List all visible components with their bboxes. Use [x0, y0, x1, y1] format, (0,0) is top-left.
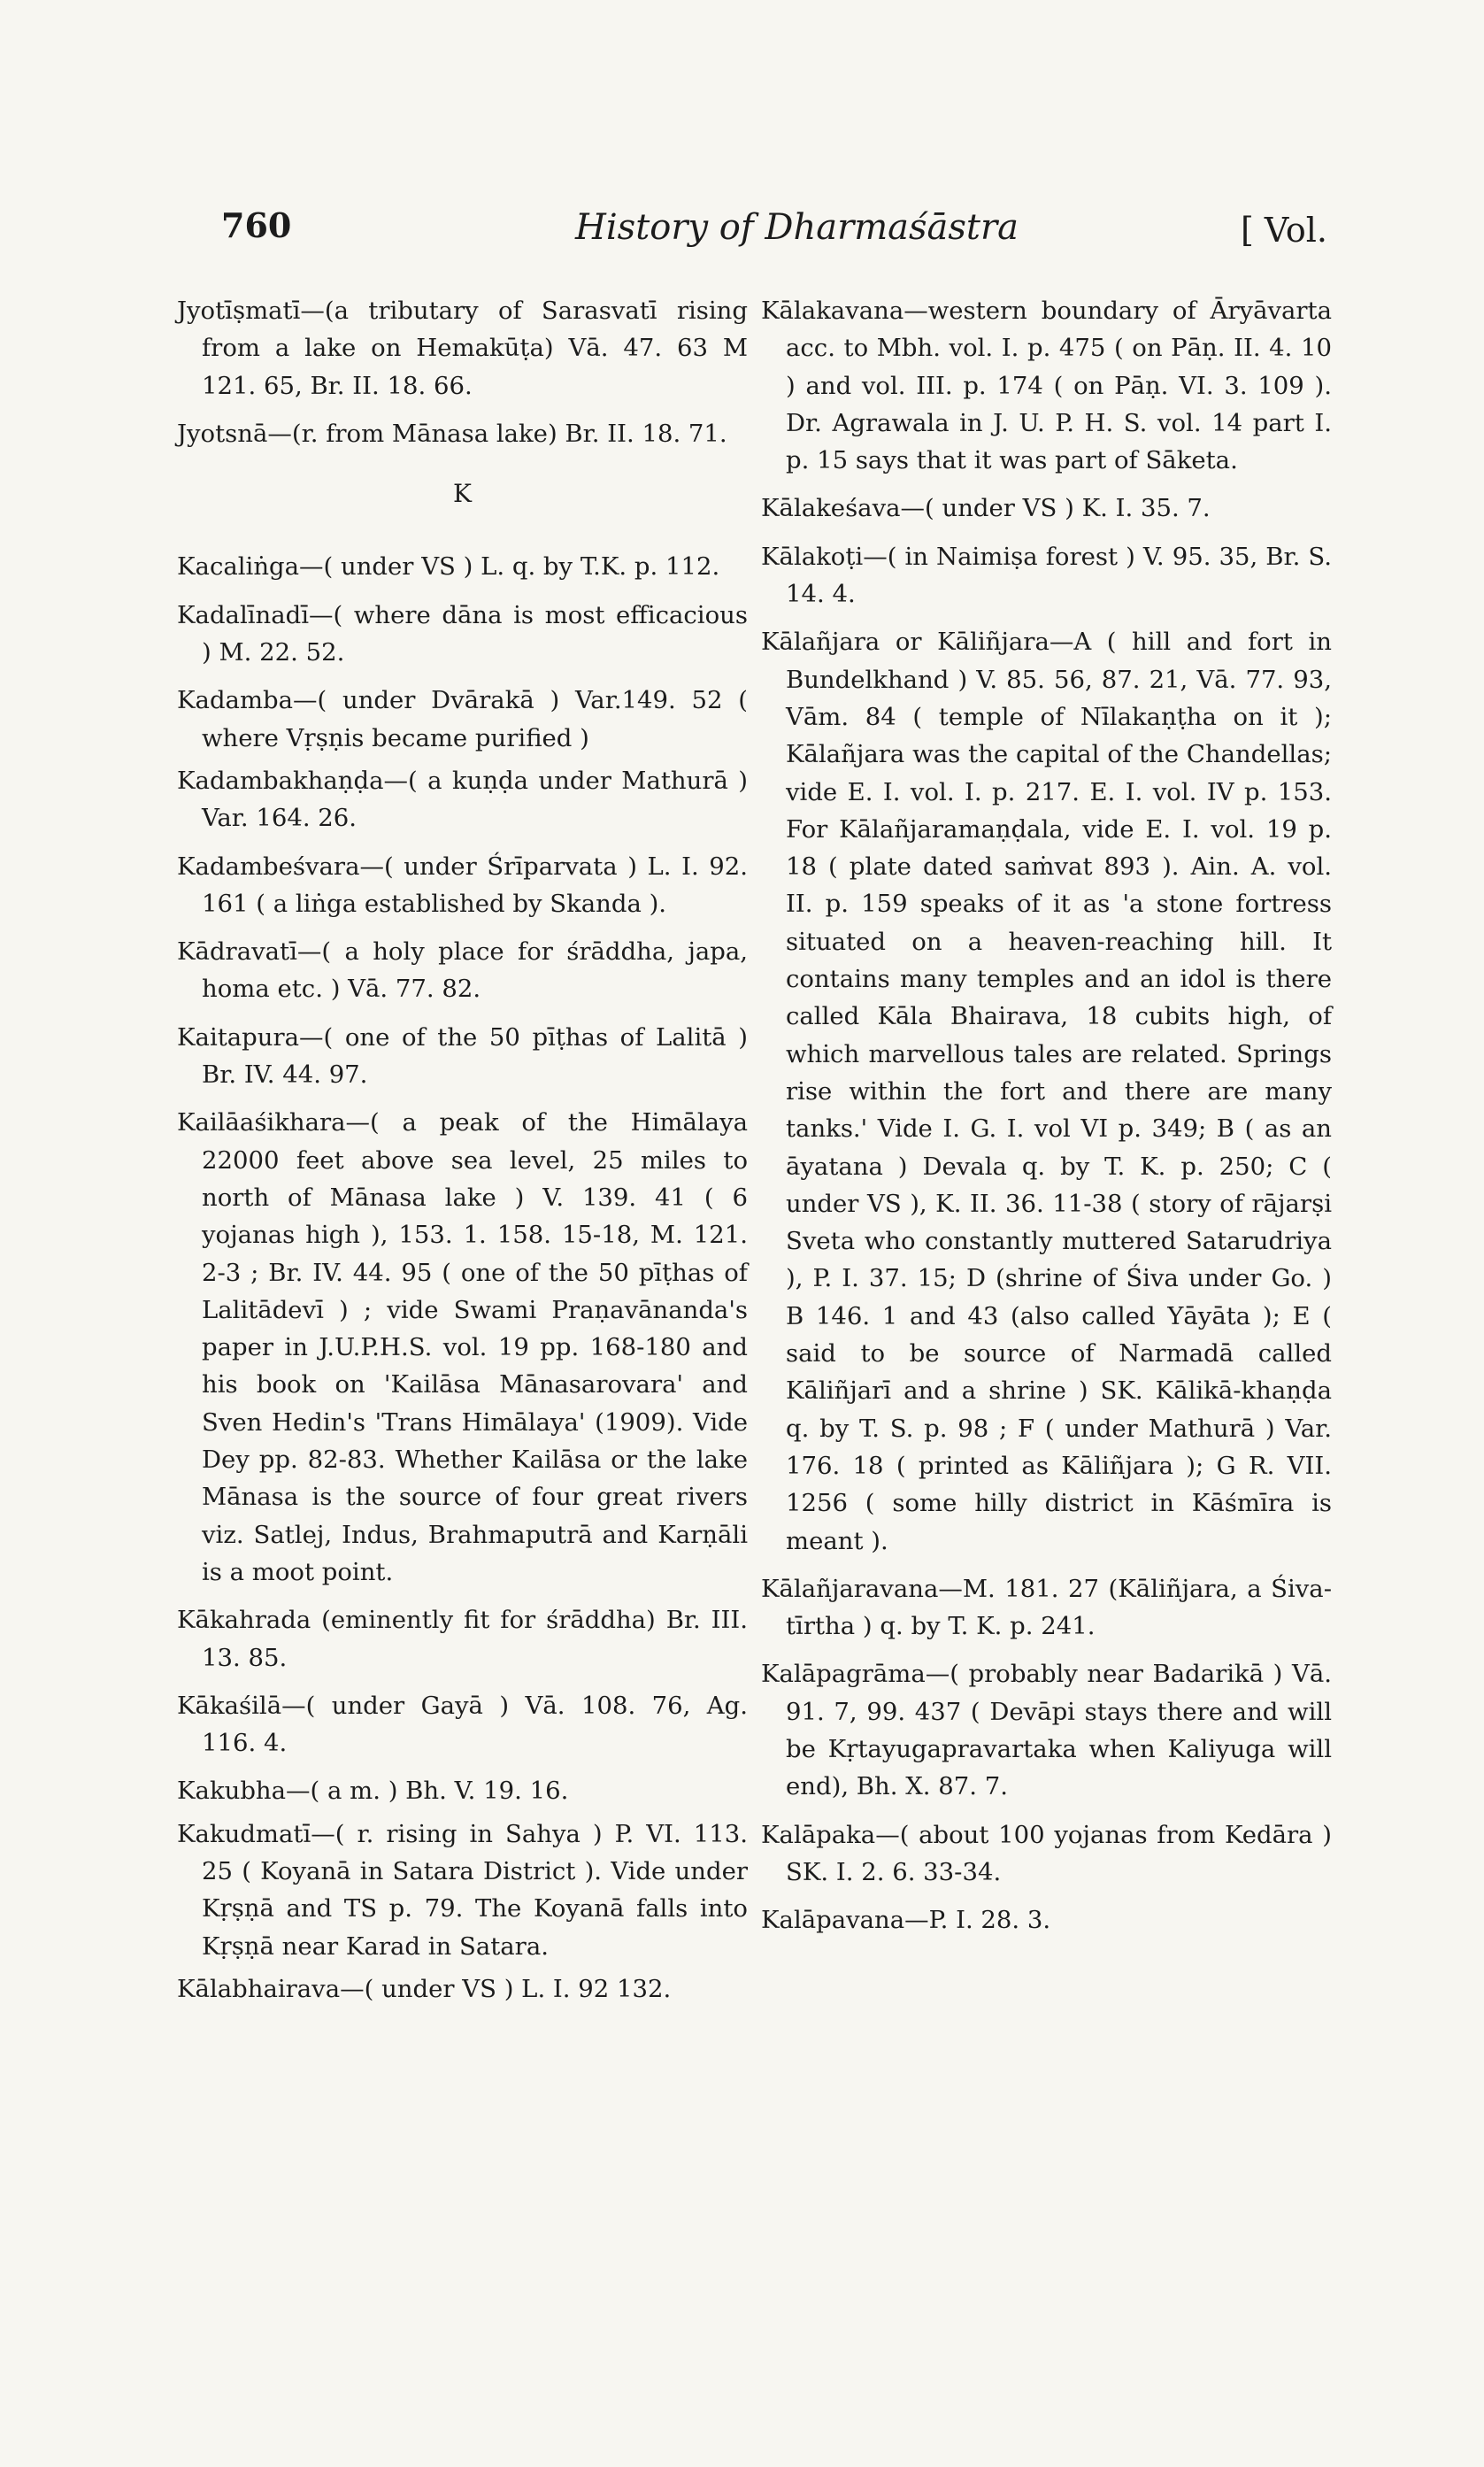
entry-kadambakhanda: Kadambakhaṇḍa—( a kuṇḍa under Mathurā ) Var. 164. 26.: [177, 766, 748, 833]
page-header: [221, 205, 1327, 267]
entry-kakubha: Kakubha—( a m. ) Bh. V. 19. 16.: [177, 1777, 569, 1806]
entry-kakahrada: Kākahrada (eminently fit for śrāddha) Br. III. 13. 85.: [177, 1606, 748, 1672]
entry-kalapagrama: Kalāpagrāma—( probably near Badarikā ) Vā. 91. 7, 99. 437 ( Devāpi stays there and will be Kṛtayugapravartaka when Kaliyuga will end), Bh. X. 87. 7.: [761, 1660, 1332, 1801]
entry-kadambesvara: Kadambeśvara—( under Śrīparvata ) L. I. 92. 161 ( a liṅga established by Skanda ).: [177, 852, 748, 918]
entry-kaitapura: Kaitapura—( one of the 50 pīṭhas of Lalitā ) Br. IV. 44. 97.: [177, 1022, 748, 1090]
entry-kailasasikhara: Kailāaśikhara—( a peak of the Himālaya 22000 feet above sea level, 25 miles to north of Mānasa lake ) V. 139. 41 ( 6 yojanas high ), 153. 1. 158. 15-18, M. 121. 2-3 ; Br. IV. 44. 95 ( one of the 50 pīṭhas of Lalitādevī ) ; vide Swami Praṇavānanda's paper in J.U.P.H.S. vol. 19 pp. 168-180 and his book on 'Kailāsa Mānasarovara' and Sven Hedin's 'Trans Himālaya' (1909). Vide Dey pp. 82-83. Whether Kailāsa or the lake Mānasa is the source of four great rivers viz. Satlej, Indus, Brahmaputrā and Karṇāli is a moot point.: [177, 1108, 748, 1586]
entry-kalakavana: Kālakavana—western boundary of Āryāvarta acc. to Mbh. vol. I. p. 475 ( on Pāṇ. II. 4. 10 ) and vol. III. p. 174 ( on Pāṇ. VI. 3. 109 ). Dr. Agrawala in J. U. P. H. S. vol. 14 part I. p. 15 says that it was part of Sāketa.: [761, 297, 1332, 475]
page-number: 760: [221, 205, 292, 245]
entry-kalakoti: Kālakoṭi—( in Naimiṣa forest ) V. 95. 35, Br. S. 14. 4.: [761, 542, 1332, 609]
entry-kalapaka: Kalāpaka—( about 100 yojanas from Kedāra ) SK. I. 2. 6. 33-34.: [761, 1820, 1332, 1886]
entry-kacalinga: Kacaliṅga—( under VS ) L. q. by T.K. p. 112.: [177, 552, 720, 582]
left-column: [177, 292, 748, 2018]
right-column: [761, 292, 1332, 1949]
entry-kakudmati: Kakudmatī—( r. rising in Sahya ) P. VI. 113. 25 ( Koyanā in Satara District ). Vide under Kṛṣṇā and TS p. 79. The Koyanā falls into Kṛṣṇā near Karad in Satara.: [177, 1819, 748, 1961]
entry-jyotismati: Jyotīṣmatī—(a tributary of Sarasvatī rising from a lake on Hemakūṭa) Vā. 47. 63 M 121. 65, Br. II. 18. 66.: [177, 297, 748, 400]
entry-kalabhairava: Kālabhairava—( under VS ) L. I. 92 132.: [177, 1974, 672, 2003]
entry-kalanjaravana: Kālañjaravana—M. 181. 27 (Kāliñjara, a Śiva-tīrtha ) q. by T. K. p. 241.: [761, 1574, 1332, 1641]
entry-kalapavana: Kalāpavana—P. I. 28. 3.: [761, 1906, 1051, 1935]
section-letter: K: [453, 479, 472, 509]
entry-kalakesava: Kālakeśava—( under VS ) K. I. 35. 7.: [761, 494, 1211, 523]
volume-label: [ Vol.: [1241, 211, 1327, 250]
entry-kalanjara: Kālañjara or Kāliñjara—A ( hill and fort in Bundelkhand ) V. 85. 56, 87. 21, Vā. 77. 93, Vām. 84 ( temple of Nīlakaṇṭha on it ); Kālañjara was the capital of the Chandellas; vide E. I. vol. I. p. 217. E. I. vol. IV p. 153. For Kālañjaramaṇḍala, vide E. I. vol. 19 p. 18 ( plate dated saṁvat 893 ). Ain. A. vol. II. p. 159 speaks of it as 'a stone fortress situated on a heaven-reaching hill. It contains many temples and an idol is there called Kāla Bhairava, 18 cubits high, of which marvellous tales are related. Springs rise within the fort and there are many tanks.' Vide I. G. I. vol VI p. 349; B ( as an āyatana ) Devala q. by T. K. p. 250; C ( under VS ), K. II. 36. 11-38 ( story of rājarṣi Sveta who constantly muttered Satarudriya ), P. I. 37. 15; D (shrine of Śiva under Go. ) B 146. 1 and 43 (also called Yāyāta ); E ( said to be source of Narmadā called Kāliñjarī and a shrine ) SK. Kālikā-khaṇḍa q. by T. S. p. 98 ; F ( under Mathurā ) Var. 176. 18 ( printed as Kāliñjara ); G R. VII. 1256 ( some hilly district in Kāśmīra is meant ).: [761, 628, 1332, 1555]
entry-jyotsna: Jyotsnā—(r. from Mānasa lake) Br. II. 18. 71.: [177, 419, 727, 448]
entry-kadamba: Kadamba—( under Dvārakā ) Var.149. 52 ( where Vṛṣṇis became purified ): [177, 686, 748, 752]
entry-kadravati: Kādravatī—( a holy place for śrāddha, japa, homa etc. ) Vā. 77. 82.: [177, 937, 748, 1004]
entry-kakasila: Kākaśilā—( under Gayā ) Vā. 108. 76, Ag. 116. 4.: [177, 1691, 748, 1758]
entry-kadalinadi: Kadalīnadī—( where dāna is most efficacious ) M. 22. 52.: [177, 600, 748, 667]
running-title: History of Dharmaśāstra: [575, 207, 1019, 248]
